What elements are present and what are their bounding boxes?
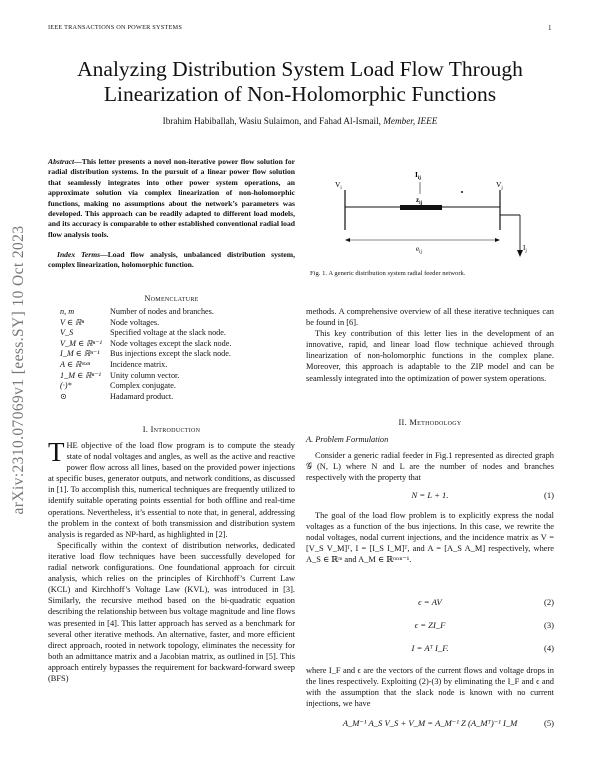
formulation-p2: The goal of the load flow problem is to explicitly express the nodal voltages as a function of the bus injections. In this case, we rewrite the nodal voltages, nodal current injections, and the incidence matrix as V = [V_S V_M]ᵀ, I = [I_S I_M]ᵀ, and A = [A_S A_M] respectively, where A_S ∈ ℝᵐ and A_M ∈ ℝᵐˣⁿ⁻¹. [306,511,554,565]
index-terms: Index Terms—Load flow analysis, unbalanced distribution system, complex linearization, holomorphic function. [48,250,296,270]
index-terms-label: Index Terms [57,250,101,259]
journal-header: IEEE TRANSACTIONS ON POWER SYSTEMS [48,24,183,31]
right-intro: methods. A comprehensive overview of all these iterative techniques can be found in [6]. This key contribution of this letter lies in the development of an innovative, rapid, and linear load flow technique achieved through linearization of non-holomorphic functions in the complex plane. Moreover, this approach is adaptable to the ZIP model and can be seamlessly integrated into the optimization of power system operations. [306,307,554,383]
arxiv-stamp: arXiv:2310.07069v1 [eess.SY] 10 Oct 2023 [10,225,27,515]
formulation-p1: Consider a generic radial feeder in Fig.1 represented as directed graph 𝒢 (N, L) where N and L are the number of nodes and branches respectively with the property that [306,451,554,483]
abstract-label: Abstract [48,157,75,166]
nomenclature-row: (·)* Complex conjugate. [60,381,176,391]
radial-feeder-figure [310,160,550,278]
svg-text:Vj: $V_j$ [496,180,503,191]
nomenclature-title: Nomenclature [144,294,199,303]
paper-title: Analyzing Distribution System Load Flow Through Linearization of Non-Holomorphic Functions [77,57,523,106]
nomenclature-row: ⊙ Hadamard product. [60,391,174,401]
svg-text:eij: $e_{ij}$ [416,245,422,255]
svg-text:Vi: $V_i$ [335,180,342,191]
authors: Ibrahim Habiballah, Wasiu Sulaimon, and Fahad Al-Ismail, Member, IEEE [162,116,438,126]
nomenclature-row: 1_M ∈ ℝⁿ⁻¹ Unity column vector. [60,370,180,380]
nomenclature-row: V ∈ ℝⁿ Node voltages. [60,317,160,327]
intro-heading: I. Introduction [142,425,201,434]
nomenclature-row: V_S Specified voltage at the slack node. [60,328,226,338]
nomenclature-row: n, m Number of nodes and branches. [60,307,214,316]
nomenclature-row: I_M ∈ ℝⁿ⁻¹ Bus injections except the slack node. [60,349,231,359]
svg-text:zij: $z_{ij}$ [416,196,423,206]
page-number: 1 [548,24,552,32]
svg-text:Iij: $I_{ij}$ [415,170,421,181]
nomenclature-list [60,307,231,402]
svg-text:Ij: $I_j$ [523,244,527,254]
nomenclature-row: V_M ∈ ℝⁿ⁻¹ Node voltages except the slack node. [60,338,232,348]
intro-body: THE objective of the load flow program is to compute the steady state of nodal voltages and angles, as well as the active and reactive power flow across all lines, based on the provided power injections at specific buses, generator outputs, and network conditions, as discussed in [1]. To accomplish this, numerical techniques are frequently utilized to identify suitable operating points essential for both offline and real-time operations. Nevertheless, it’s essential to note that, in general, addressing the problem in the context of both transmission and distribution system analysis is regarded as NP-hard, as highlighted in [2]. Specifically within the context of distribution networks, dedicated iterative load flow techniques have been successfully developed for radial network configurations. One foundational approach for circuit analysis, which relies on the principles of Kirchhoff’s Current Law (KCL) and Kirchhoff’s Voltage Law (KVL), was introduced in [3]. Similarly, the recursive method based on the bi-quadratic equation describing the relationship between bus voltage magnitude and line flows was presented in [4]. This latter approach has served as a benchmark for several other iterative methods. An alternative, faster, and more efficient direct approach, rooted in network topology, eliminates the necessity for both an admittance matrix and a Jacobian matrix, as outlined in [5]. This approach entirely bypasses the requirement for backward-forward sweep (BFS) [48,437,295,683]
nomenclature-row: A ∈ ℝᵐˣⁿ Incidence matrix. [60,359,168,369]
dropcap: T [48,437,65,467]
problem-formulation-heading: A. Problem Formulation [306,435,389,444]
methodology-heading: II. Methodology [398,418,462,427]
formulation-p3: where I_F and ϵ are the vectors of the current flows and voltage drops in the lines respectively. Exploiting (2)-(3) by eliminating the I_F and ϵ and with the assumption that the slack node is known with no current injections, we have [306,666,554,709]
figure-caption: Fig. 1. A generic distribution system radial feeder network. [310,270,466,277]
abstract: Abstract—This letter presents a novel non-iterative power flow solution for radial distribution systems. In the pursuit of a linear power flow solution that seamlessly integrates into other power system operations, an approximate solution via complex linearization of non-holomorphic functions, making no assumptions about the network’s parameters was developed. This approach can be readily adapted to different load models, and its accuracy is comparable to other established conventional radial load flow analysis tools. [48,157,295,239]
